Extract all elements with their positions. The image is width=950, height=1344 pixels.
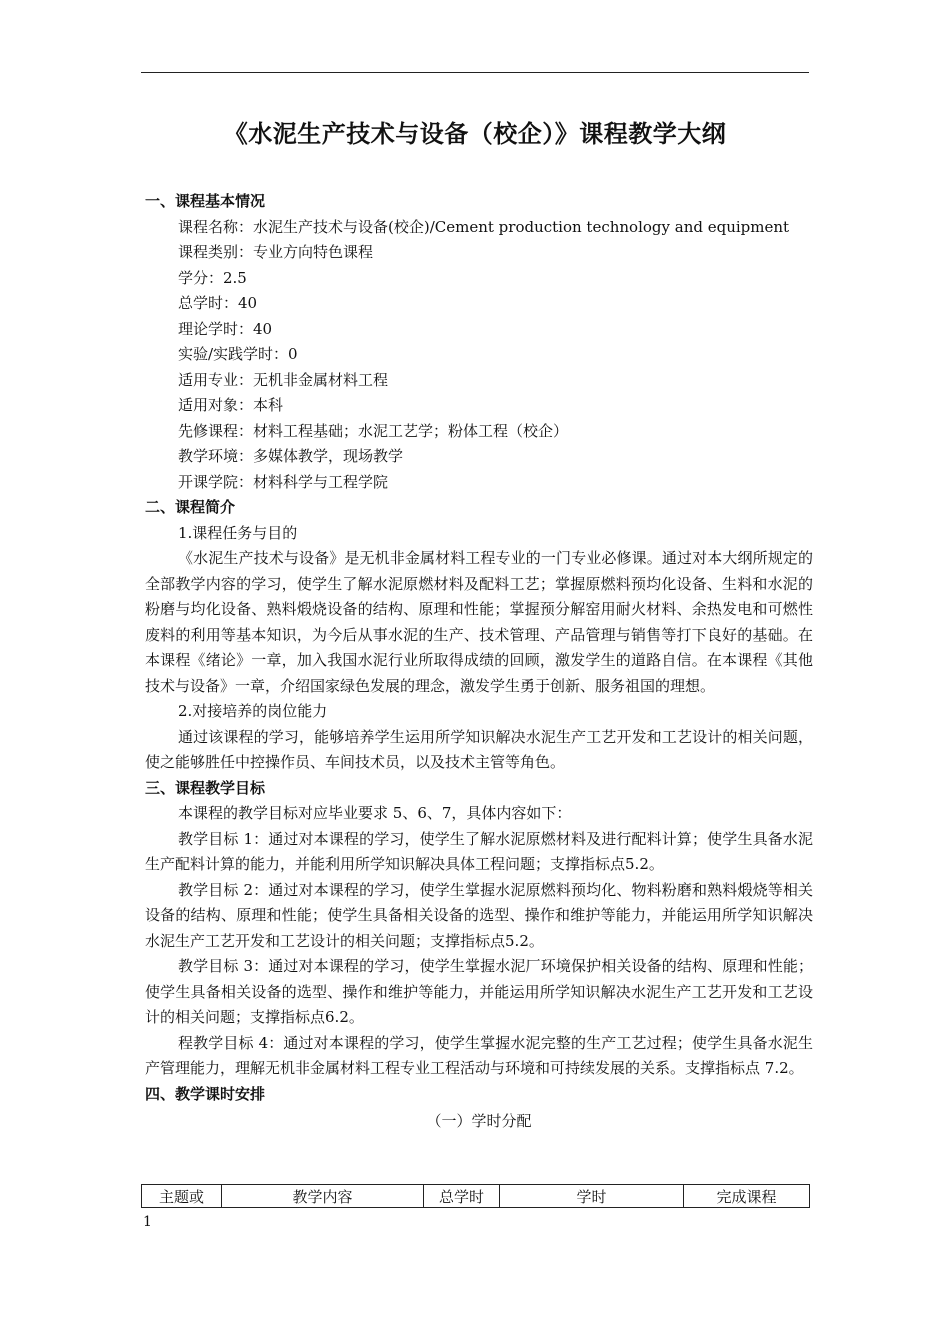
section-heading-basic-info: 一、课程基本情况	[145, 192, 266, 210]
course-name: 课程名称：水泥生产技术与设备(校企)/Cement production technology and equipment	[178, 217, 790, 236]
objectives-intro: 本课程的教学目标对应毕业要求 5、6、7，具体内容如下：	[178, 804, 572, 822]
objective-2: 教学目标 2：通过对本课程的学习，使学生掌握水泥原燃料预均化、物料粉磨和熟料煅烧等相关设备的结构、原理和性能；使学生具备相关设备的选型、操作和维护等能力，并能运用所学知识解决水泥生产工艺开发和工艺设计的相关问题；支撑指标点5.2。	[145, 880, 813, 950]
column-header-completion: 完成课程	[684, 1185, 810, 1208]
column-header-total-hours: 总学时	[424, 1185, 500, 1208]
theory-hours: 理论学时：40	[178, 319, 273, 338]
teaching-environment: 教学环境：多媒体教学，现场教学	[178, 447, 404, 465]
objective-3: 教学目标 3：通过对本课程的学习，使学生掌握水泥厂环境保护相关设备的结构、原理和性能；使学生具备相关设备的选型、操作和维护等能力，并能运用所学知识解决水泥生产工艺开发和工艺设计的相关问题；支撑指标点6.2。	[145, 957, 813, 1026]
section-heading-objectives: 三、课程教学目标	[145, 778, 266, 797]
document-title: 《水泥生产技术与设备（校企）》课程教学大纲	[223, 120, 727, 148]
objective-4: 程教学目标 4：通过对本课程的学习，使学生掌握水泥完整的生产工艺过程；使学生具备水泥生产管理能力，理解无机非金属材料工程专业工程活动与环境和可持续发展的关系。支撑指标点 7.2。	[145, 1033, 813, 1077]
subheading-job-ability: 2.对接培养的岗位能力	[178, 702, 328, 720]
section-heading-introduction: 二、课程简介	[145, 498, 236, 516]
document-body	[145, 189, 813, 1134]
objective-1: 教学目标 1：通过对本课程的学习，使学生了解水泥原燃材料及进行配料计算；使学生具备水泥生产配料计算的能力，并能利用所学知识解决具体工程问题；支撑指标点5.2。	[145, 829, 813, 873]
prerequisite-courses: 先修课程：材料工程基础；水泥工艺学；粉体工程（校企）	[178, 421, 569, 440]
offering-college: 开课学院：材料科学与工程学院	[178, 472, 389, 491]
hours-allocation-table	[141, 1184, 810, 1208]
course-category: 课程类别：专业方向特色课程	[178, 243, 374, 261]
course-credits: 学分：2.5	[178, 268, 247, 287]
column-header-topic: 主题或	[142, 1185, 222, 1208]
page-number: 1	[143, 1214, 152, 1230]
column-header-content: 教学内容	[222, 1185, 424, 1208]
section-heading-schedule: 四、教学课时安排	[145, 1084, 266, 1103]
column-header-hours: 学时	[500, 1185, 684, 1208]
header-rule	[141, 72, 809, 73]
applicable-major: 适用专业：无机非金属材料工程	[178, 370, 389, 389]
subheading-task-purpose: 1.课程任务与目的	[178, 523, 298, 542]
paragraph-job-ability: 通过该课程的学习，能够培养学生运用所学知识解决水泥生产工艺开发和工艺设计的相关问题，使之能够胜任中控操作员、车间技术员，以及技术主管等角色。	[145, 727, 813, 771]
practice-hours: 实验/实践学时：0	[178, 345, 298, 363]
applicable-students: 适用对象：本科	[178, 396, 284, 414]
table-header-row	[142, 1185, 810, 1208]
paragraph-task-purpose: 《水泥生产技术与设备》是无机非金属材料工程专业的一门专业必修课。通过对本大纲所规定的全部教学内容的学习，使学生了解水泥原燃材料及配料工艺；掌握原燃料预均化设备、生料和水泥的粉磨与均化设备、熟料煅烧设备的结构、原理和性能；掌握预分解窑用耐火材料、余热发电和可燃性废料的利用等基本知识，为今后从事水泥的生产、技术管理、产品管理与销售等打下良好的基础。在本课程《绪论》一章，加入我国水泥行业所取得成绩的回顾，激发学生的道路自信。在本课程《其他技术与设备》一章，介绍国家绿色发展的理念，激发学生勇于创新、服务祖国的理想。	[145, 549, 813, 695]
total-hours: 总学时：40	[178, 294, 258, 312]
table-caption: （一）学时分配	[426, 1112, 532, 1130]
